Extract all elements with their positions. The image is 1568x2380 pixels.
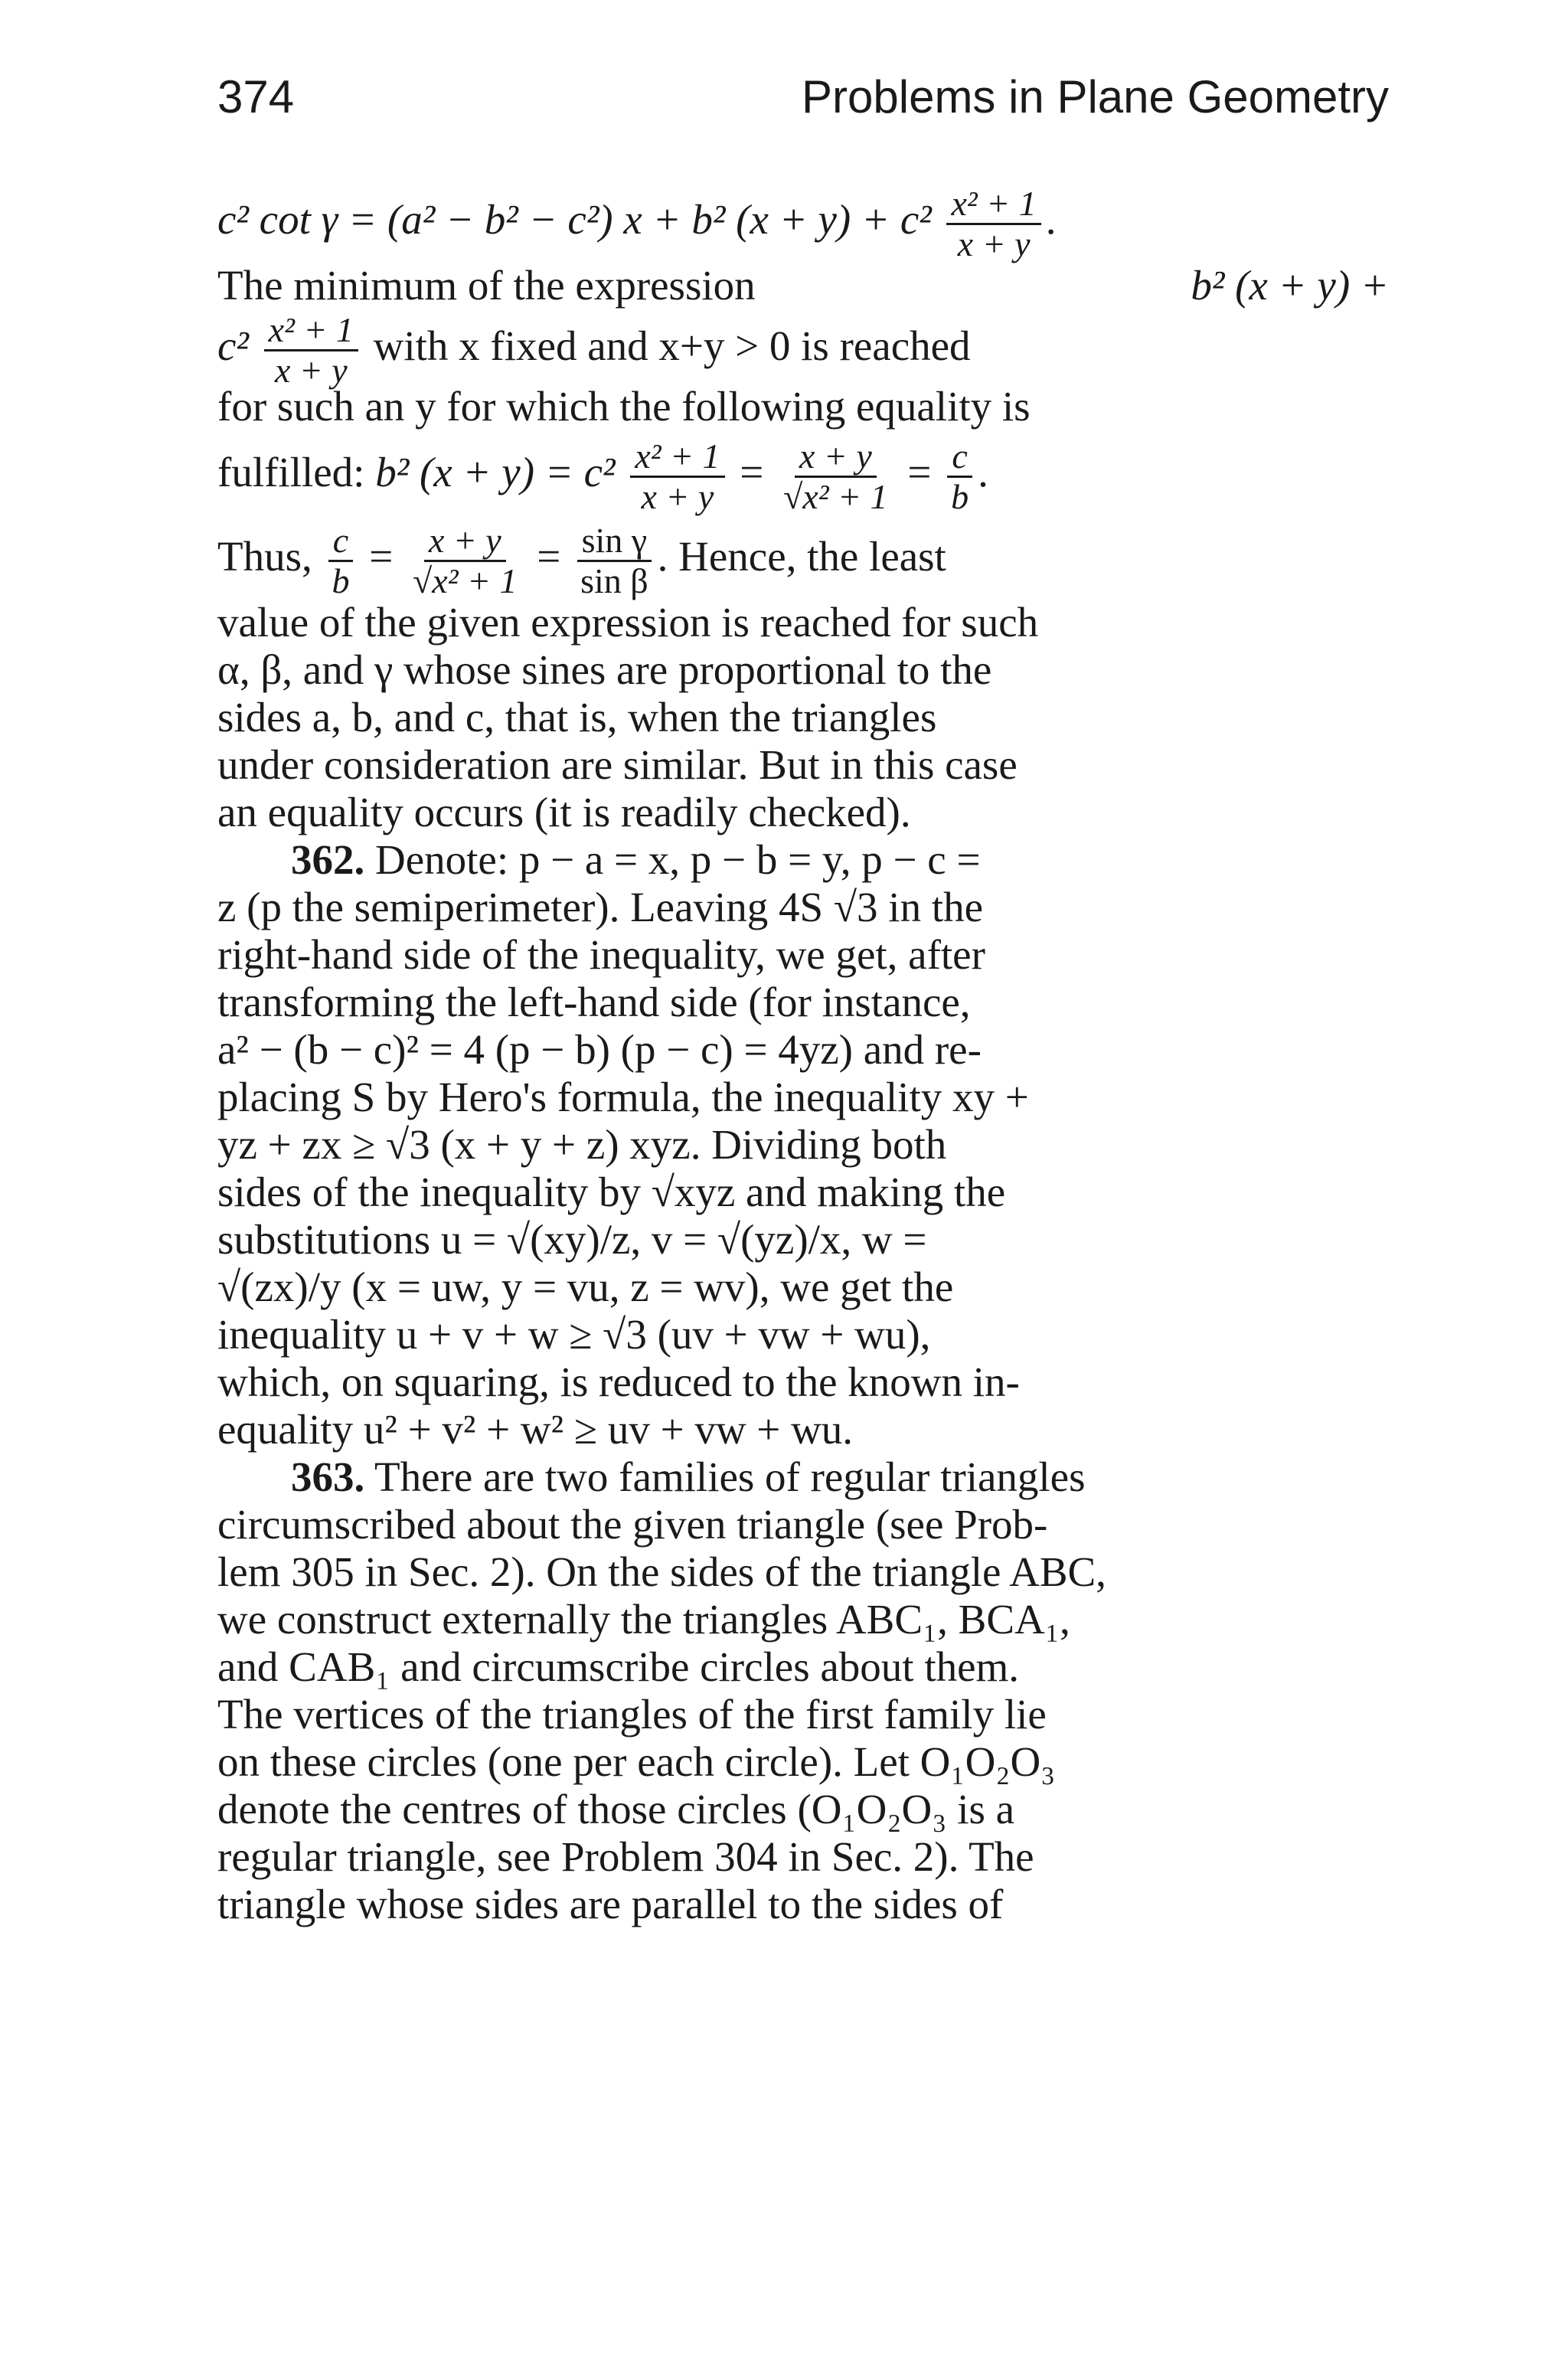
fraction: $\frac{\text{sin γ}}{\text{sin β}}$ xyxy=(576,521,653,600)
text-line: yz + zx ≥ √3 (x + y + z) xyz. Dividing both xyxy=(217,1121,947,1168)
fraction: $\frac{c}{b}$ xyxy=(328,521,354,600)
text-line: α, β, and γ whose sines are proportional to the xyxy=(217,646,992,693)
text-line: substitutions u = √(xy)/z, v = √(yz)/x, w = xyxy=(217,1216,927,1263)
text-line: which, on squaring, is reduced to the known in- xyxy=(217,1358,1020,1405)
fraction: $\frac{\text{x² + 1}}{x + y}$ xyxy=(630,437,724,516)
text-line: inequality u + v + w ≥ √3 (uv + vw + wu), xyxy=(217,1311,931,1358)
text-line: The minimum of the expression b² (x + y) + xyxy=(217,262,1389,309)
fraction: $\frac{x + y}{\text{√x² + 1}}$ xyxy=(783,436,888,516)
text-line: sides of the inequality by √xyz and making the xyxy=(217,1169,1006,1215)
problem-362-start: 362. Denote: p − a = x, p − b = y, p − c = xyxy=(291,836,981,883)
page-body xyxy=(217,178,1389,1928)
text-line: value of the given expression is reached for such xyxy=(217,599,1039,646)
problem-363-start: 363. There are two families of regular triangles xyxy=(291,1453,1086,1500)
equation-thus: Thus, $\frac{c}{b}$ = $\frac{x + y}{\text{√x² + 1}}$ = $\frac{\text{sin γ}}{\text{sin β}}$ . Hence, the least xyxy=(217,520,946,600)
problem-number: 363. xyxy=(291,1453,365,1500)
text-line: regular triangle, see Problem 304 in Sec. 2). The xyxy=(217,1833,1034,1880)
text-line: denote the centres of those circles (O₁O₂O₃ is a xyxy=(217,1786,1015,1832)
text-line: we construct externally the triangles ABC₁, BCA₁, xyxy=(217,1596,1070,1643)
text-line: z (p the semiperimeter). Leaving 4S √3 in the xyxy=(217,884,984,930)
text-line: The vertices of the triangles of the first family lie xyxy=(217,1691,1047,1738)
problem-number: 362. xyxy=(291,836,365,883)
fraction: $\frac{c}{b}$ xyxy=(946,437,973,516)
fraction: $\frac{x + y}{\text{√x² + 1}}$ xyxy=(413,520,518,600)
fraction: $\frac{\text{x² + 1}}{x + y}$ xyxy=(946,185,1040,263)
page-number: 374 xyxy=(217,71,295,123)
text-line: a² − (b − c)² = 4 (p − b) (p − c) = 4yz) and re- xyxy=(217,1026,982,1073)
text-line: equality u² + v² + w² ≥ uv + vw + wu. xyxy=(217,1406,854,1453)
fraction: $\frac{\text{x² + 1}}{x + y}$ xyxy=(264,311,358,390)
running-title: Problems in Plane Geometry xyxy=(802,71,1389,123)
text-line: sides a, b, and c, that is, when the triangles xyxy=(217,694,937,740)
text-line: √(zx)/y (x = uw, y = vu, z = wv), we get the xyxy=(217,1264,954,1310)
text-line: triangle whose sides are parallel to the sides of xyxy=(217,1881,1004,1927)
text-line: placing S by Hero's formula, the inequality xy + xyxy=(217,1074,1029,1120)
text-line: and CAB₁ and circumscribe circles about them. xyxy=(217,1643,1020,1690)
equation-cot-gamma: c² cot γ = (a² − b² − c²) x + b² (x + y) + c² $\frac{\text{x² + 1}}{x + y}$ . xyxy=(217,183,1057,263)
text-line: for such an y for which the following equality is xyxy=(217,383,1031,430)
text-line: on these circles (one per each circle). Let O₁O₂O₃ xyxy=(217,1738,1056,1785)
text-line: right-hand side of the inequality, we get, after xyxy=(217,931,985,978)
page-header xyxy=(217,70,1389,139)
text-line: lem 305 in Sec. 2). On the sides of the triangle ABC, xyxy=(217,1548,1106,1595)
text-line: under consideration are similar. But in this case xyxy=(217,741,1018,788)
equation-fulfilled: fulfilled: b² (x + y) = c² $\frac{\text{x² + 1}}{x + y}$ = $\frac{x + y}{\text{√x² + 1}}$ = $\frac{c}{b}$ . xyxy=(217,436,988,516)
text-line: c² $\frac{\text{x² + 1}}{x + y}$ with x fixed and x+y > 0 is reached xyxy=(217,309,971,390)
text-line: an equality occurs (it is readily checked). xyxy=(217,789,911,835)
text-line: circumscribed about the given triangle (see Prob- xyxy=(217,1501,1048,1548)
text-line: transforming the left-hand side (for instance, xyxy=(217,979,971,1025)
